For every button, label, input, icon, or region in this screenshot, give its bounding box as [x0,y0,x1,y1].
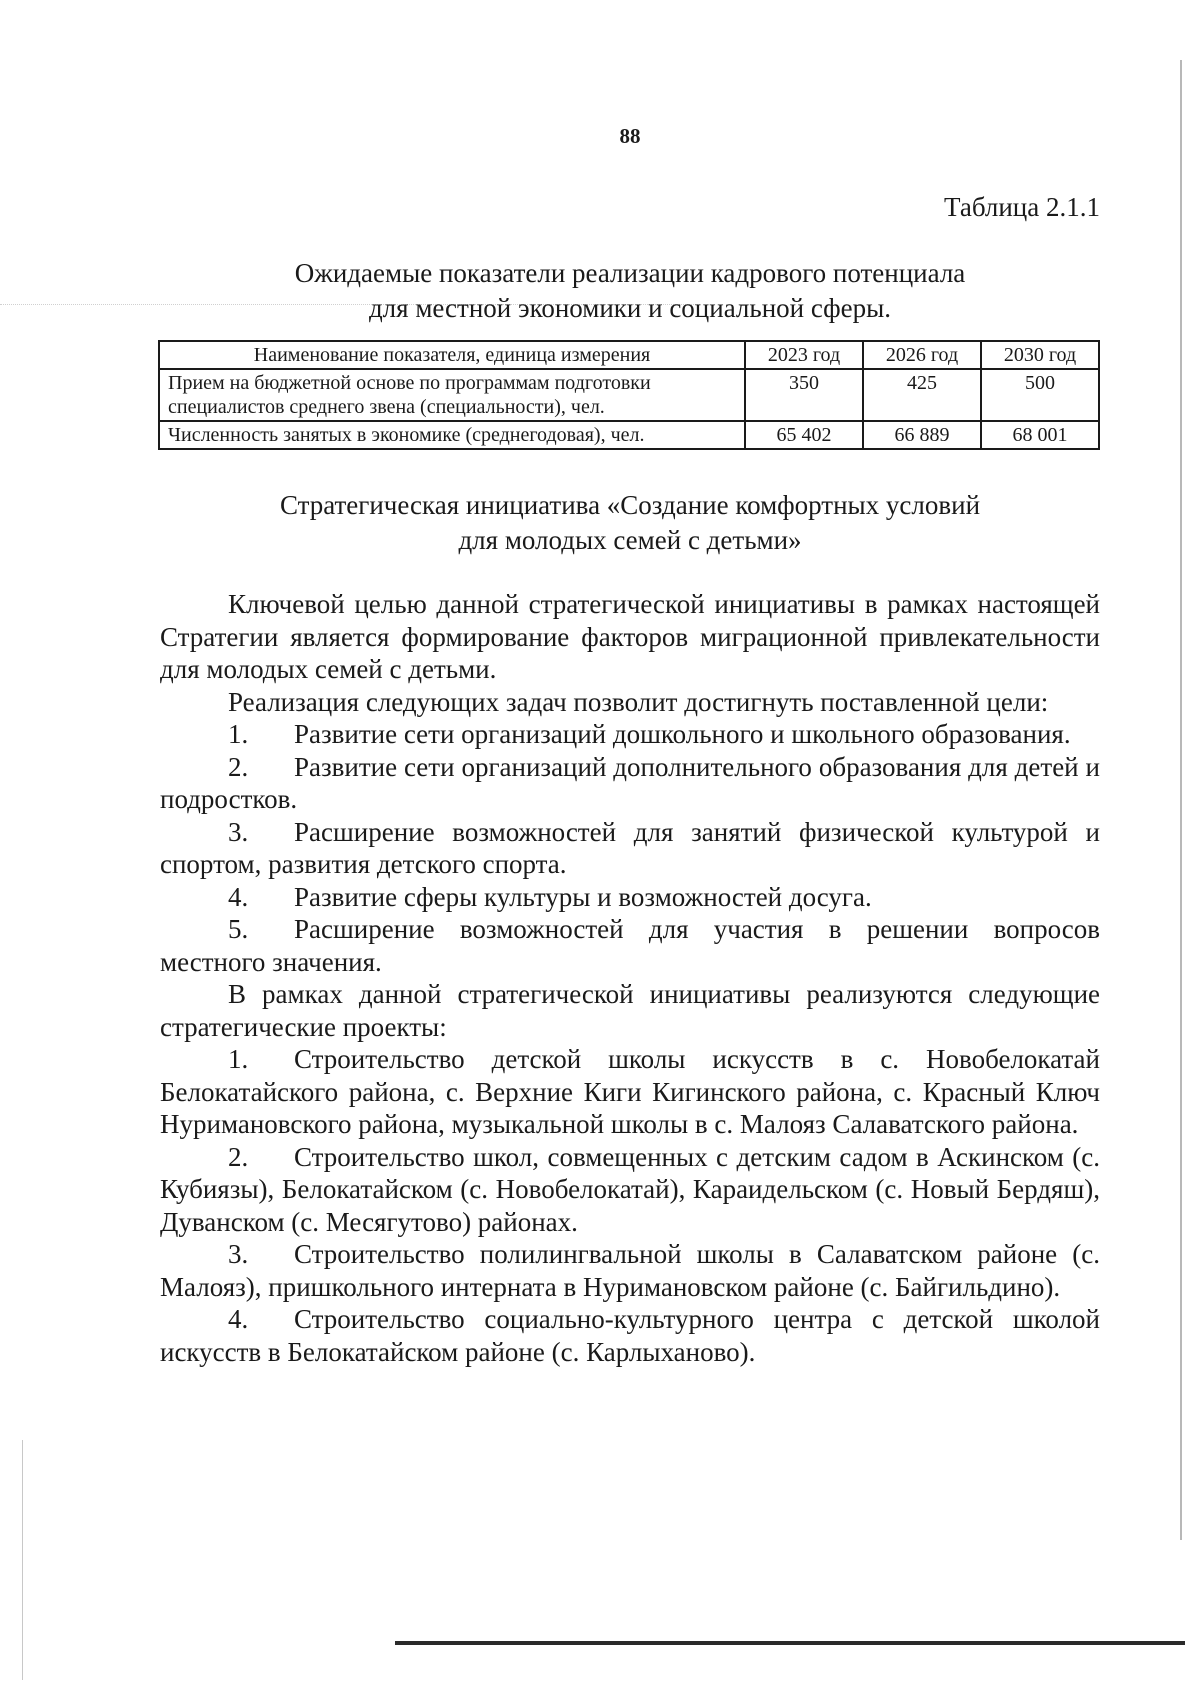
task-item [160,718,1100,751]
section-title-line: для молодых семей с детьми» [458,525,802,555]
project-item [160,1141,1100,1239]
table-label: Таблица 2.1.1 [944,192,1100,222]
task-item [160,816,1100,881]
task-number: 3. [228,816,249,847]
column-header: 2026 год [863,341,981,369]
task-number: 2. [228,751,249,782]
task-text: Расширение возможностей для участия в решении вопросов местного значения. [160,914,1100,977]
indicator-value: 425 [863,369,981,421]
paragraph: Ключевой целью данной стратегической инициативы в рамках настоящей Стратегии является формирование факторов миграционной привлекательности для молодых семей с детьми. [160,589,1100,684]
task-number: 5. [228,914,249,944]
project-item [160,1303,1100,1368]
table-title-line: Ожидаемые показатели реализации кадрового потенциала [294,258,966,288]
scan-edge-right [1180,60,1182,1540]
body-text [160,588,1100,1368]
project-text: Строительство школ, совмещенных с детским садом в Аскинском (с. Кубиязы), Белокатайском (с. Новобелокатай), Караидельском (с. Новый Бердяш), Дуванском (с. Месягутово) районах. [160,1141,1100,1237]
project-item [160,1043,1100,1141]
indicator-name: Численность занятых в экономике (среднегодовая), чел. [159,421,745,449]
project-number: 4. [228,1304,249,1334]
indicators-table [158,340,1100,450]
project-text: Строительство полилингвальной школы в Салаватском районе (с. Малояз), пришкольного интерната в Нуримановском районе (с. Байгильдино). [160,1239,1100,1302]
project-number: 2. [228,1141,249,1172]
task-number: 1. [228,719,249,749]
project-number: 3. [228,1239,249,1269]
task-text: Развитие сферы культуры и возможностей досуга. [294,881,872,912]
table-row [159,421,1099,449]
bottom-rule [395,1641,1185,1645]
project-text: Строительство социально-культурного центра с детской школой искусств в Белокатайском районе (с. Карлыханово). [160,1304,1100,1367]
table-row [159,369,1099,421]
page-number: 88 [619,124,641,148]
indicator-value: 500 [981,369,1099,421]
indicator-value: 65 402 [745,421,863,449]
paragraph: Реализация следующих задач позволит достигнуть поставленной цели: [228,686,1049,717]
task-text: Развитие сети организаций дошкольного и школьного образования. [294,719,1071,749]
project-text: Строительство детской школы искусств в с. Новобелокатай Белокатайского района, с. Верхние Киги Кигинского района, с. Красный Ключ Нуримановского района, музыкальной школы в с. Малояз Салаватского района. [160,1044,1100,1139]
section-title-line: Стратегическая инициатива «Создание комфортных условий [279,490,981,520]
task-text: Развитие сети организаций дополнительного образования для детей и подростков. [160,751,1100,814]
task-number: 4. [228,881,249,912]
paragraph: В рамках данной стратегической инициативы реализуются следующие стратегические проекты: [160,979,1100,1042]
indicator-value: 350 [745,369,863,421]
table-header-row [159,341,1099,369]
task-item [160,751,1100,816]
column-header: 2023 год [745,341,863,369]
table-title [160,256,1100,326]
task-text: Расширение возможностей для занятий физической культурой и спортом, развития детского спорта. [160,816,1100,879]
section-title [160,488,1100,558]
indicator-value: 66 889 [863,421,981,449]
table-title-line: для местной экономики и социальной сферы. [368,293,892,323]
column-header: Наименование показателя, единица измерения [159,341,745,369]
task-item [160,913,1100,978]
project-number: 1. [228,1044,249,1074]
task-item [160,881,1100,914]
scan-edge-left [22,1440,23,1680]
column-header: 2030 год [981,341,1099,369]
indicator-name: Прием на бюджетной основе по программам подготовки специалистов среднего звена (специальности), чел. [159,369,745,421]
project-item [160,1238,1100,1303]
indicator-value: 68 001 [981,421,1099,449]
